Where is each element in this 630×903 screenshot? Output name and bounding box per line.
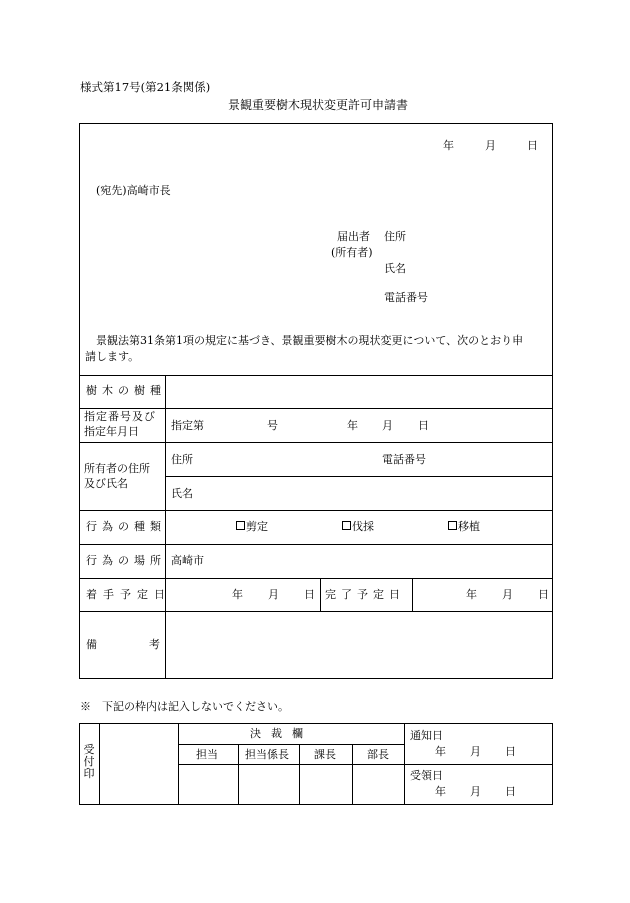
option-transplant-label: 移植	[458, 520, 480, 533]
header-date-day: 日	[527, 139, 538, 152]
action-type-label-text: 行為の種類	[86, 520, 166, 533]
row-divider	[79, 544, 553, 545]
checkbox-icon	[236, 521, 245, 530]
designation-label-line1: 指定番号及び	[84, 410, 156, 423]
receipt-day: 日	[505, 785, 516, 798]
approval-row-divider	[178, 764, 553, 765]
notice-month: 月	[470, 745, 481, 758]
approval-col-divider	[238, 744, 239, 805]
office-use-note: ※ 下記の枠内は記入しないでください。	[80, 700, 289, 713]
designation-number-suffix: 号	[267, 419, 278, 432]
owner-phone-label: 電話番号	[382, 453, 426, 466]
applicant-phone-label: 電話番号	[384, 291, 428, 304]
form-title: 景観重要樹木現状変更許可申請書	[228, 98, 409, 112]
designation-prefix: 指定第	[171, 419, 204, 432]
approval-col-dept-head: 部長	[367, 748, 389, 761]
notice-year: 年	[435, 745, 446, 758]
option-prune[interactable]	[236, 520, 268, 533]
end-month: 月	[502, 588, 513, 601]
designation-month: 月	[382, 419, 393, 432]
designation-day: 日	[418, 419, 429, 432]
option-fell[interactable]	[342, 520, 374, 533]
notice-date	[435, 745, 516, 758]
remarks-label	[86, 638, 212, 651]
owner-name-label: 氏名	[171, 487, 193, 500]
approval-col-section-head: 課長	[314, 748, 336, 761]
receipt-date	[435, 785, 516, 798]
action-place-value: 高崎市	[171, 554, 204, 567]
receipt-year: 年	[435, 785, 446, 798]
header-date-month: 月	[485, 139, 496, 152]
checkbox-icon	[448, 521, 457, 530]
tree-type-label-text: 樹木の樹種	[86, 384, 166, 397]
reception-stamp-label: 受付印	[83, 743, 95, 780]
designation-year: 年	[347, 419, 358, 432]
form-number: 様式第17号(第21条関係)	[80, 80, 211, 94]
start-day: 日	[304, 588, 315, 601]
end-date-label: 完了予定日	[325, 588, 405, 601]
row-divider	[79, 578, 553, 579]
start-date-label: 着手予定日	[86, 588, 171, 601]
action-place-label	[86, 554, 166, 567]
row-divider	[79, 408, 553, 409]
schedule-divider	[320, 578, 321, 611]
start-month: 月	[268, 588, 279, 601]
action-place-label-text: 行為の場所	[86, 554, 166, 567]
approval-col-divider	[299, 744, 300, 805]
end-year: 年	[466, 588, 477, 601]
header-date	[443, 139, 538, 152]
owner-label-line1: 所有者の住所	[84, 462, 150, 475]
remarks-label-text: 備考	[86, 638, 212, 651]
owner-label-line2: 及び氏名	[84, 477, 128, 490]
option-prune-label: 剪定	[246, 520, 268, 533]
applicant-label: 届出者	[337, 230, 370, 243]
receipt-month: 月	[470, 785, 481, 798]
approval-col-chief: 担当係長	[245, 748, 289, 761]
applicant-address-label: 住所	[384, 230, 406, 243]
notice-date-label: 通知日	[410, 729, 443, 742]
applicant-name-label: 氏名	[384, 262, 406, 275]
notice-day: 日	[505, 745, 516, 758]
schedule-divider	[412, 578, 413, 611]
header-date-year: 年	[443, 139, 454, 152]
option-transplant[interactable]	[448, 520, 480, 533]
row-divider	[79, 442, 553, 443]
tree-type-label	[86, 384, 166, 397]
office-divider	[99, 723, 100, 805]
action-type-label	[86, 520, 166, 533]
option-fell-label: 伐採	[352, 520, 374, 533]
applicant-sublabel: (所有者)	[331, 246, 373, 259]
approval-header-divider	[178, 744, 404, 745]
row-divider	[165, 476, 553, 477]
approval-col-staff: 担当	[196, 748, 218, 761]
approval-col-divider	[352, 744, 353, 805]
row-divider	[79, 611, 553, 612]
start-year: 年	[232, 588, 243, 601]
checkbox-icon	[342, 521, 351, 530]
owner-address-label: 住所	[171, 453, 193, 466]
receipt-date-label: 受領日	[410, 769, 443, 782]
approval-label: 決裁欄	[250, 727, 313, 740]
end-day: 日	[538, 588, 549, 601]
statement-line1: 景観法第31条第1項の規定に基づき、景観重要樹木の現状変更について、次のとおり申	[96, 334, 524, 347]
statement-line2: 請します。	[85, 350, 140, 363]
row-divider	[79, 510, 553, 511]
addressee: (宛先)高崎市長	[96, 184, 171, 197]
designation-label-line2: 指定年月日	[84, 425, 139, 438]
